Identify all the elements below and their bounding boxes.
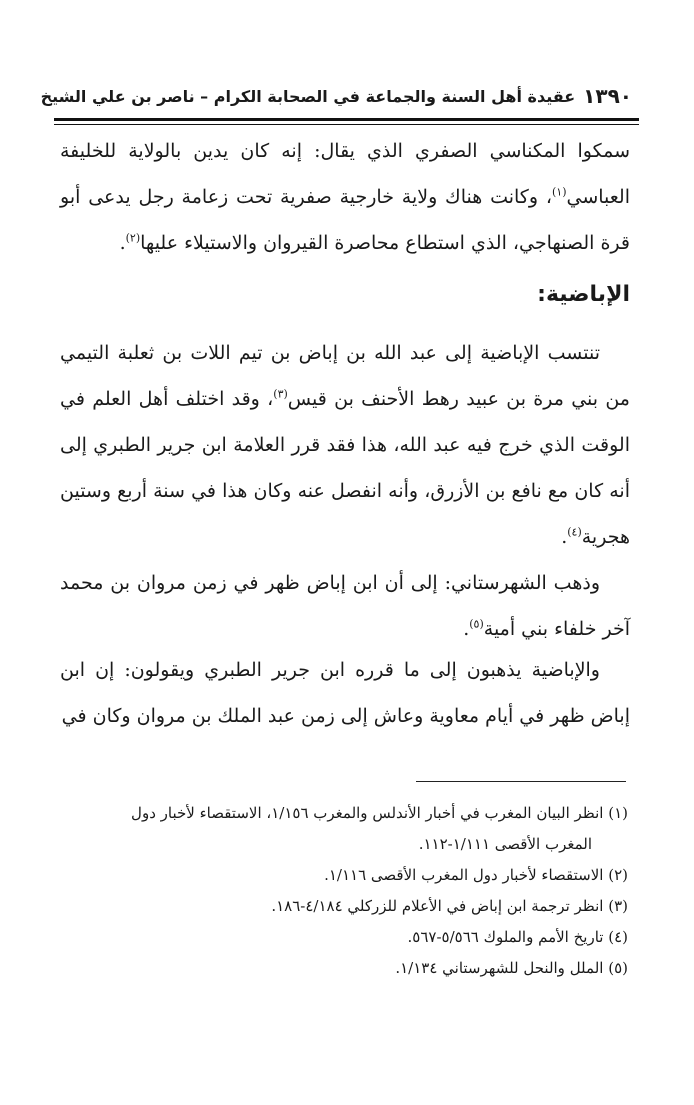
- paragraph-4: [60, 647, 630, 739]
- section-heading: الإباضية:: [537, 282, 630, 307]
- paragraph-2: [60, 330, 630, 560]
- footnote-number: (٤): [608, 928, 628, 946]
- footnote-separator: [416, 781, 626, 782]
- footnote-ref[interactable]: (٥): [469, 617, 484, 631]
- footnote-1: [60, 798, 628, 829]
- paragraph-text: .: [119, 232, 126, 254]
- header-rule-thick: [54, 118, 639, 121]
- footnote-number: (٣): [608, 897, 628, 915]
- page-number: ١٣٩٠: [583, 84, 632, 108]
- paragraph-3: [60, 560, 630, 652]
- paragraph-text: ، وكانت هناك ولاية خارجية صفرية تحت زعامة رجل يدعى أبو قرة الصنهاجي، الذي استطاع محاصرة القيروان والاستيلاء عليها: [60, 186, 630, 254]
- footnote-text: تاريخ الأمم والملوك ٥/٥٦٦-٥٦٧.: [407, 928, 604, 946]
- footnote-text: الملل والنحل للشهرستاني ١/١٣٤.: [395, 959, 604, 977]
- footnote-number: (٥): [608, 959, 628, 977]
- footnote-3: [60, 891, 628, 922]
- page-header: [40, 80, 632, 112]
- footnote-ref[interactable]: (١): [551, 185, 567, 199]
- footnote-number: (٢): [608, 866, 628, 884]
- footnote-ref[interactable]: (٣): [273, 387, 288, 401]
- footnote-ref[interactable]: (٢): [125, 231, 141, 245]
- footnote-text: الاستقصاء لأخبار دول المغرب الأقصى ١/١١٦.: [324, 866, 604, 884]
- footnote-text: انظر ترجمة ابن إباض في الأعلام للزركلي ٤/١٨٤-١٨٦.: [271, 897, 604, 915]
- header-rule-thin: [54, 124, 639, 125]
- paragraph-text: .: [561, 526, 568, 548]
- footnote-4: [60, 922, 628, 953]
- footnote-text: المغرب الأقصى ١/١١١-١١٢.: [418, 835, 592, 853]
- footnote-number: (١): [608, 804, 628, 822]
- footnote-1-continued: [60, 829, 628, 860]
- paragraph-text: تنتسب الإباضية إلى عبد الله بن إباض بن تيم اللات بن ثعلبة التيمي من بني مرة بن عبيد رهط الأحنف بن قيس: [60, 342, 630, 410]
- paragraph-text: وذهب الشهرستاني: إلى أن ابن إباض ظهر في زمن مروان بن محمد آخر خلفاء بني أمية: [60, 572, 630, 640]
- paragraph-text: سمكوا المكناسي الصفري الذي يقال: إنه كان يدين بالولاية للخليفة العباسي: [60, 140, 630, 208]
- paragraph-text: .: [463, 618, 470, 640]
- footnote-5: [60, 953, 628, 984]
- paragraph-text: والإباضية يذهبون إلى ما قرره ابن جرير الطبري ويقولون: إن ابن إباض ظهر في أيام معاوية وعاش إلى زمن عبد الملك بن مروان وكان في: [60, 659, 630, 727]
- paragraph-1: [60, 128, 630, 266]
- footnote-2: [60, 860, 628, 891]
- paragraph-text: ، وقد اختلف أهل العلم في الوقت الذي خرج فيه عبد الله، هذا فقد قرر العلامة ابن جرير الطبري إلى أنه كان مع نافع بن الأزرق، وأنه انفصل عنه وكان هذا في سنة أربع وستين هجرية: [60, 388, 630, 548]
- footnote-ref[interactable]: (٤): [567, 525, 582, 539]
- footnotes: [60, 798, 628, 984]
- running-title: عقيدة أهل السنة والجماعة في الصحابة الكرام – ناصر بن علي الشيخ: [40, 86, 576, 106]
- footnote-text: انظر البيان المغرب في أخبار الأندلس والمغرب ١/١٥٦، الاستقصاء لأخبار دول: [131, 804, 604, 822]
